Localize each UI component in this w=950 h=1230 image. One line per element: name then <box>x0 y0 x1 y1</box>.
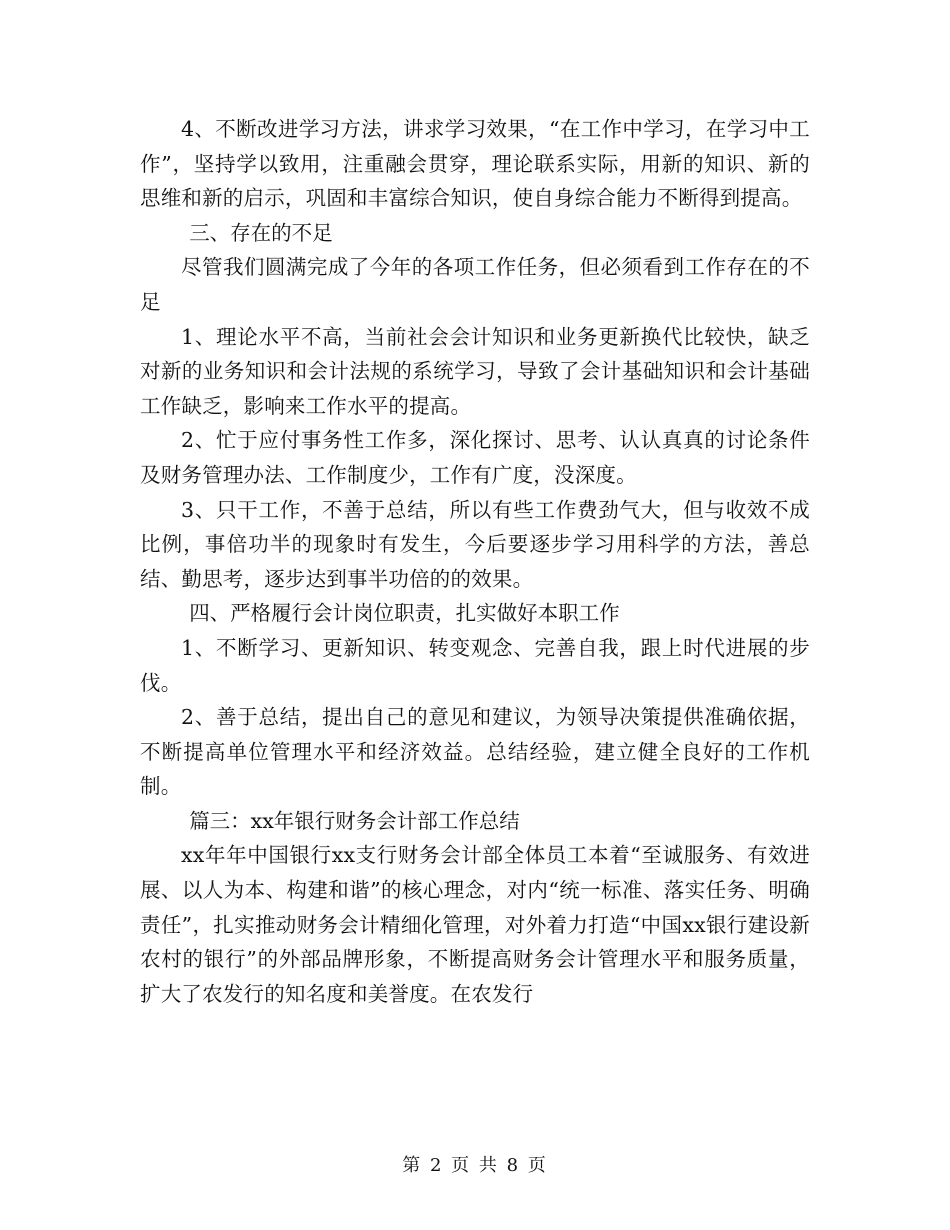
page-number-footer: 第 2 页 共 8 页 <box>402 1155 548 1176</box>
paragraph-shortcomings-intro: 尽管我们圆满完成了今年的各项工作任务，但必须看到工作存在的不足 <box>140 255 810 314</box>
section-heading-part-three: 篇三：xx年银行财务会计部工作总结 <box>189 808 520 833</box>
paragraph-duty-1: 1、不断学习、更新知识、转变观念、完善自我，跟上时代进展的步伐。 <box>140 635 810 695</box>
paragraph-bank-summary: xx年年中国银行xx支行财务会计部全体员工本着“至诚服务、有效进展、以人为本、构建和谐”的核心理念，对内“统一标准、落实任务、明确责任”，扎实推动财务会计精细化管理，对外着力打造“中国xx银行建设新农村的银行”的外部品牌形象，不断提高财务会计管理水平和服务质量，扩大了农发行的知名度和美誉度。在农发行 <box>140 843 810 1006</box>
paragraph-shortcoming-1: 1、理论水平不高，当前社会会计知识和业务更新换代比较快，缺乏对新的业务知识和会计法规的系统学习，导致了会计基础知识和会计基础工作缺乏，影响来工作水平的提高。 <box>140 324 810 418</box>
paragraph-shortcoming-3: 3、只干工作，不善于总结，所以有些工作费劲气大，但与收效不成比例，事倍功半的现象时有发生，今后要逐步学习用科学的方法，善总结、勤思考，逐步达到事半功倍的的效果。 <box>140 497 810 591</box>
section-heading-duties: 四、严格履行会计岗位职责，扎实做好本职工作 <box>189 601 620 626</box>
paragraph-duty-2: 2、善于总结，提出自己的意见和建议，为领导决策提供准确依据，不断提高单位管理水平和经济效益。总结经验，建立健全良好的工作机制。 <box>140 705 810 799</box>
section-heading-shortcomings: 三、存在的不足 <box>189 220 333 245</box>
paragraph-item-4-study-method: 4、不断改进学习方法，讲求学习效果，“在工作中学习，在学习中工作”，坚持学以致用，注重融会贯穿，理论联系实际，用新的知识、新的思维和新的启示，巩固和丰富综合知识，使自身综合能力不断得到提高。 <box>140 117 810 211</box>
paragraph-shortcoming-2: 2、忙于应付事务性工作多，深化探讨、思考、认认真真的讨论条件及财务管理办法、工作制度少，工作有广度，没深度。 <box>140 428 810 487</box>
document-body <box>140 112 810 1011</box>
